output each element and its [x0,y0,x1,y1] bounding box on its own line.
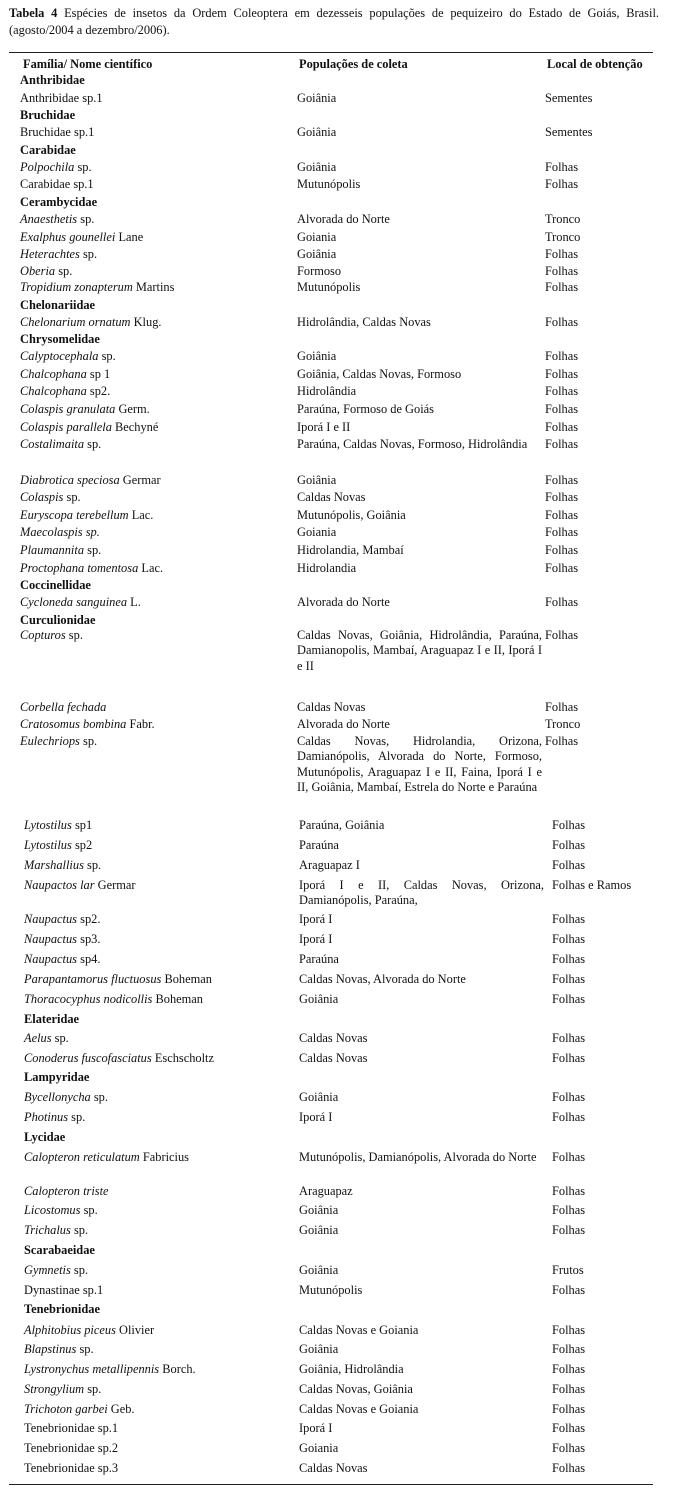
species-name-cell [20,160,92,175]
species-name-cell [24,838,92,853]
family-heading: Tenebrionidae [24,1302,100,1316]
species-name-cell [24,1184,109,1199]
species-name-cell [24,1382,101,1397]
species-name-cell [24,858,101,873]
author-name: sp. [71,1110,86,1124]
species-name-cell [20,508,153,523]
location-cell: Folhas [552,1110,586,1124]
author-name: sp. [87,437,102,451]
populations-cell: Alvorada do Norte [297,595,390,609]
species-name-cell [24,1223,88,1238]
populations-cell: Goiânia [297,160,337,174]
location-cell: Folhas [552,1283,586,1297]
author-name: Germar [122,473,161,487]
species-name-cell [24,1461,118,1476]
scientific-name: Diabrotica speciosa [20,473,120,487]
location-cell: Folhas [552,1031,586,1045]
location-cell: Folhas [552,858,586,872]
scientific-name: Chelonarium ornatum [20,315,131,329]
location-cell: Folhas [545,367,579,381]
author-name: Lac. [141,561,164,575]
location-cell: Folhas [545,247,579,261]
author-name: sp. [54,1031,69,1045]
populations-cell: Goiânia [299,1090,339,1104]
populations-cell: Caldas Novas [299,1051,368,1065]
location-cell: Tronco [545,212,581,226]
scientific-name: Bycellonycha [24,1090,91,1104]
location-cell: Folhas [552,972,586,986]
populations-cell: Mutunópolis, Damianópolis, Alvorada do Norte [299,1150,537,1164]
family-heading: Scarabaeidae [24,1243,95,1257]
species-name-cell [24,818,92,833]
family-heading: Elateridae [24,1012,80,1026]
populations-cell: Iporá I [299,932,333,946]
location-cell: Folhas [552,1203,586,1217]
family-heading: Chelonariidae [20,298,96,312]
scientific-name: Corbella fechada [20,700,107,714]
scientific-name: Polpochila [20,160,75,174]
scientific-name: Colaspis granulata [20,402,116,416]
species-name-cell [20,734,97,749]
species-name-cell [24,1150,189,1165]
author-name: Lac. [131,508,154,522]
scientific-name: Tenebrionidae sp.1 [24,1421,119,1435]
location-cell: Folhas [552,932,586,946]
location-cell: Folhas [552,1051,586,1065]
author-name: sp. [73,1263,89,1277]
family-heading: Chrysomelidae [20,332,100,346]
location-cell: Folhas [552,1223,586,1237]
populations-cell: Goiânia [297,91,337,105]
location-cell: Folhas [545,264,579,278]
scientific-name: Lytostilus [24,838,72,852]
family-heading: Lampyridae [24,1070,90,1084]
location-cell: Folhas [545,280,579,294]
location-cell: Folhas [552,1421,586,1435]
scientific-name: Naupactus [24,952,78,966]
populations-cell: Araguapaz [299,1184,353,1198]
populations-cell: Caldas Novas [297,700,366,714]
author-name: Fabricius [142,1150,189,1164]
location-cell: Frutos [552,1263,584,1277]
species-name-cell [24,1090,108,1105]
populations-cell: Goiânia [299,1263,339,1277]
scientific-name: Parapantamorus fluctuosus [24,972,162,986]
scientific-name: Copturos [20,628,66,642]
scientific-name: Heterachtes [20,247,80,261]
location-cell: Folhas [545,525,579,539]
scientific-name: Chalcophana [20,384,87,398]
location-cell: Folhas [552,1461,586,1475]
location-cell: Folhas [552,1090,586,1104]
location-cell: Folhas [545,561,579,575]
species-name-cell [20,595,141,610]
header-populations: Populações de coleta [299,57,408,71]
populations-cell: Hidrolândia, Caldas Novas [297,315,431,329]
populations-cell: Caldas Novas, Hidrolandia, Orizona, Damianópolis, Alvorada do Norte, Formoso, Mutunópolis, Araguapaz I e II, Faina, Iporá I e II, Goiânia, Mambaí, Estrela do Norte e Paraúna [297,734,542,795]
scientific-name: Blapstinus [24,1342,77,1356]
populations-cell: Paraúna, Goiânia [299,818,385,832]
species-name-cell [24,1263,88,1278]
location-cell: Folhas [545,543,579,557]
header-family: Família/ Nome científico [23,57,153,71]
populations-cell: Alvorada do Norte [297,717,390,731]
author-name: sp2. [80,912,101,926]
author-name: Germar [97,878,136,892]
author-name: sp. [79,1342,94,1356]
populations-cell: Iporá I e II, Caldas Novas, Orizona, Damianópolis, Paraúna, [299,878,544,908]
location-cell: Folhas [552,1382,586,1396]
scientific-name: Maecolaspis sp. [20,525,100,539]
scientific-name: Anthribidae sp.1 [20,91,103,105]
location-cell: Tronco [545,230,581,244]
species-name-cell [24,1402,135,1417]
author-name: sp1 [74,818,93,832]
species-name-cell [24,878,136,893]
author-name: sp. [87,1382,102,1396]
populations-cell: Formoso [297,264,342,278]
populations-cell: Caldas Novas e Goiania [299,1402,419,1416]
location-cell: Folhas [545,700,579,714]
author-name: Geb. [110,1402,135,1416]
family-heading: Anthribidae [20,73,85,87]
location-cell: Folhas [545,384,579,398]
species-name-cell [20,525,100,540]
location-cell: Sementes [545,125,593,139]
populations-cell: Iporá I [299,912,333,926]
scientific-name: Exalphus gounellei [20,230,116,244]
author-name: Lane [118,230,144,244]
populations-cell: Mutunópolis [297,177,361,191]
populations-cell: Goiânia, Caldas Novas, Formoso [297,367,462,381]
family-heading: Carabidae [20,143,76,157]
author-name: Boheman [164,972,212,986]
location-cell: Folhas [552,818,586,832]
scientific-name: Calopteron reticulatum [24,1150,140,1164]
species-name-cell [20,349,116,364]
scientific-name: Trichoton garbei [24,1402,108,1416]
scientific-name: Cycloneda sanguinea [20,595,128,609]
scientific-name: Plaumannita [20,543,85,557]
scientific-name: Lystronychus metallipennis [24,1362,160,1376]
location-cell: Folhas [552,1150,586,1164]
location-cell: Folhas [552,1441,586,1455]
populations-cell: Goiânia, Hidrolândia [299,1362,404,1376]
species-name-cell [24,912,100,927]
scientific-name: Chalcophana [20,367,87,381]
populations-cell: Hidrolandia, Mambaí [297,543,404,557]
author-name: Martins [135,280,175,294]
location-cell: Folhas [545,177,579,191]
populations-cell: Paraúna, Caldas Novas, Formoso, Hidrolândia [297,437,528,451]
populations-cell: Caldas Novas [299,1461,368,1475]
populations-cell: Paraúna, Formoso de Goiás [297,402,434,416]
species-name-cell [20,473,161,488]
species-name-cell [24,1323,154,1338]
scientific-name: Oberia [20,264,56,278]
populations-cell: Goiânia [297,473,337,487]
location-cell: Folhas [552,1342,586,1356]
populations-cell: Mutunópolis [297,280,361,294]
populations-cell: Hidrolândia [297,384,357,398]
species-name-cell [20,280,174,295]
location-cell: Folhas [545,420,579,434]
scientific-name: Photinus [24,1110,69,1124]
author-name: sp2 [74,838,93,852]
author-name: sp. [101,349,116,363]
populations-cell: Goiania [297,230,337,244]
species-name-cell [20,367,110,382]
author-name: sp. [82,247,98,261]
location-cell: Folhas [545,349,579,363]
scientific-name: Carabidae sp.1 [20,177,94,191]
species-name-cell [24,1342,94,1357]
species-name-cell [24,972,212,987]
populations-cell: Goiânia [297,125,337,139]
author-name: sp4. [80,952,101,966]
location-cell: Folhas [545,490,579,504]
populations-cell: Goiânia [299,1223,339,1237]
species-name-cell [20,91,103,106]
scientific-name: Marshallius [24,858,84,872]
scientific-name: Naupactos lar [24,878,95,892]
scientific-name: Colaspis [20,490,64,504]
populations-cell: Goiânia [297,349,337,363]
species-name-cell [20,384,110,399]
populations-cell: Goiânia [299,992,339,1006]
location-cell: Tronco [545,717,581,731]
species-name-cell [20,212,94,227]
species-name-cell [24,1110,85,1125]
scientific-name: Eulechriops [20,734,80,748]
table-caption-text: Espécies de insetos da Ordem Coleoptera em dezesseis populações de pequizeiro do Estado de Goiás, Brasil. (agosto/2004 a dezembro/2006). [9,6,659,37]
author-name: sp. [80,212,95,226]
species-name-cell [24,1203,98,1218]
species-name-cell [20,561,163,576]
scientific-name: Dynastinae sp.1 [24,1283,104,1297]
populations-cell: Paraúna [299,952,339,966]
populations-cell: Araguapaz I [299,858,360,872]
header-location: Local de obtenção [547,57,643,71]
scientific-name: Strongylium [24,1382,85,1396]
location-cell: Folhas e Ramos [552,878,632,892]
author-name: sp. [87,858,102,872]
author-name: Germ. [118,402,150,416]
species-name-cell [24,1283,103,1298]
populations-cell: Iporá I [299,1421,333,1435]
author-name: Fabr. [129,717,155,731]
author-name: Boheman [155,992,203,1006]
scientific-name: Tenebrionidae sp.2 [24,1441,119,1455]
author-name: Olivier [119,1323,155,1337]
author-name: sp. [83,734,98,748]
author-name: sp. [68,628,83,642]
populations-cell: Caldas Novas e Goiania [299,1323,419,1337]
scientific-name: Naupactus [24,912,78,926]
scientific-name: Costalimaita [20,437,85,451]
author-name: sp2. [89,384,111,398]
scientific-name: Proctophana tomentosa [20,561,139,575]
scientific-name: Conoderus fuscofasciatus [24,1051,152,1065]
family-heading: Bruchidae [20,108,76,122]
author-name: L. [130,595,141,609]
scientific-name: Euryscopa terebellum [20,508,129,522]
scientific-name: Calyptocephala [20,349,99,363]
species-name-cell [20,717,155,732]
scientific-name: Aelus [24,1031,52,1045]
location-cell: Folhas [552,912,586,926]
populations-cell: Caldas Novas, Goiânia, Hidrolândia, Paraúna, Damianopolis, Mambaí, Araguapaz I e II, Iporá I e II [297,628,542,673]
species-name-cell [20,402,150,417]
location-cell: Folhas [552,1362,586,1376]
scientific-name: Colaspis parallela [20,420,112,434]
location-cell: Folhas [545,508,579,522]
family-heading: Curculionidae [20,613,96,627]
location-cell: Folhas [545,402,579,416]
scientific-name: Gymnetis [24,1263,71,1277]
location-cell: Sementes [545,91,593,105]
author-name: Klug. [133,315,162,329]
populations-cell: Iporá I [299,1110,333,1124]
populations-cell: Goiânia [299,1342,339,1356]
scientific-name: Tropidium zonapterum [20,280,133,294]
species-name-cell [20,247,97,262]
family-heading: Coccinellidae [20,578,91,592]
scientific-name: Lytostilus [24,818,72,832]
species-name-cell [20,543,101,558]
scientific-name: Calopteron triste [24,1184,109,1198]
family-heading: Cerambycidae [20,195,98,209]
populations-cell: Alvorada do Norte [297,212,390,226]
author-name: Borch. [162,1362,196,1376]
species-name-cell [20,177,94,192]
scientific-name: Naupactus [24,932,78,946]
location-cell: Folhas [545,315,579,329]
author-name: Eschscholtz [154,1051,214,1065]
scientific-name: Trichalus [24,1223,71,1237]
species-name-cell [24,1441,118,1456]
species-name-cell [24,932,100,947]
populations-cell: Paraúna [299,838,339,852]
populations-cell: Iporá I e II [297,420,351,434]
family-heading: Lycidae [24,1130,66,1144]
species-name-cell [20,437,101,452]
species-name-cell [24,1362,196,1377]
location-cell: Folhas [552,1402,586,1416]
species-name-cell [20,700,106,715]
species-name-cell [24,992,203,1007]
species-name-cell [20,264,72,279]
author-name: sp3. [80,932,101,946]
table-label: Tabela 4 [9,6,58,20]
species-name-cell [20,490,81,505]
author-name: sp. [87,543,102,557]
populations-cell: Hidrolandia [297,561,357,575]
populations-cell: Goiania [297,525,337,539]
populations-cell: Caldas Novas [297,490,366,504]
species-name-cell [20,125,94,140]
populations-cell: Goiânia [299,1203,339,1217]
scientific-name: Licostomus [24,1203,81,1217]
location-cell: Folhas [552,1323,586,1337]
author-name: sp. [77,160,92,174]
species-name-cell [24,1051,214,1066]
populations-cell: Goiânia [297,247,337,261]
species-name-cell [24,952,100,967]
location-cell: Folhas [545,437,579,451]
populations-cell: Caldas Novas [299,1031,368,1045]
species-name-cell [24,1031,69,1046]
species-name-cell [24,1421,118,1436]
author-name: sp 1 [89,367,111,381]
species-name-cell [20,628,83,643]
scientific-name: Cratosomus bombina [20,717,127,731]
location-cell: Folhas [545,595,579,609]
scientific-name: Alphitobius piceus [24,1323,116,1337]
location-cell: Folhas [552,838,586,852]
author-name: Bechyné [115,420,159,434]
populations-cell: Mutunópolis, Goiânia [297,508,406,522]
populations-cell: Goiania [299,1441,339,1455]
populations-cell: Caldas Novas, Alvorada do Norte [299,972,466,986]
scientific-name: Bruchidae sp.1 [20,125,95,139]
species-name-cell [20,230,143,245]
bottom-rule [9,1484,653,1485]
location-cell: Folhas [552,1184,586,1198]
populations-cell: Caldas Novas, Goiânia [299,1382,413,1396]
scientific-name: Anaesthetis [20,212,78,226]
author-name: sp. [66,490,81,504]
location-cell: Folhas [545,734,579,748]
species-name-cell [20,420,158,435]
author-name: sp. [93,1090,108,1104]
scientific-name: Thoracocyphus nodicollis [24,992,153,1006]
author-name: sp. [58,264,73,278]
species-name-cell [20,315,162,330]
scientific-name: Tenebrionidae sp.3 [24,1461,119,1475]
author-name: sp. [83,1203,98,1217]
location-cell: Folhas [545,160,579,174]
populations-cell: Mutunópolis [299,1283,363,1297]
location-cell: Folhas [545,473,579,487]
author-name: sp. [73,1223,89,1237]
location-cell: Folhas [552,952,586,966]
location-cell: Folhas [545,628,579,642]
location-cell: Folhas [552,992,586,1006]
